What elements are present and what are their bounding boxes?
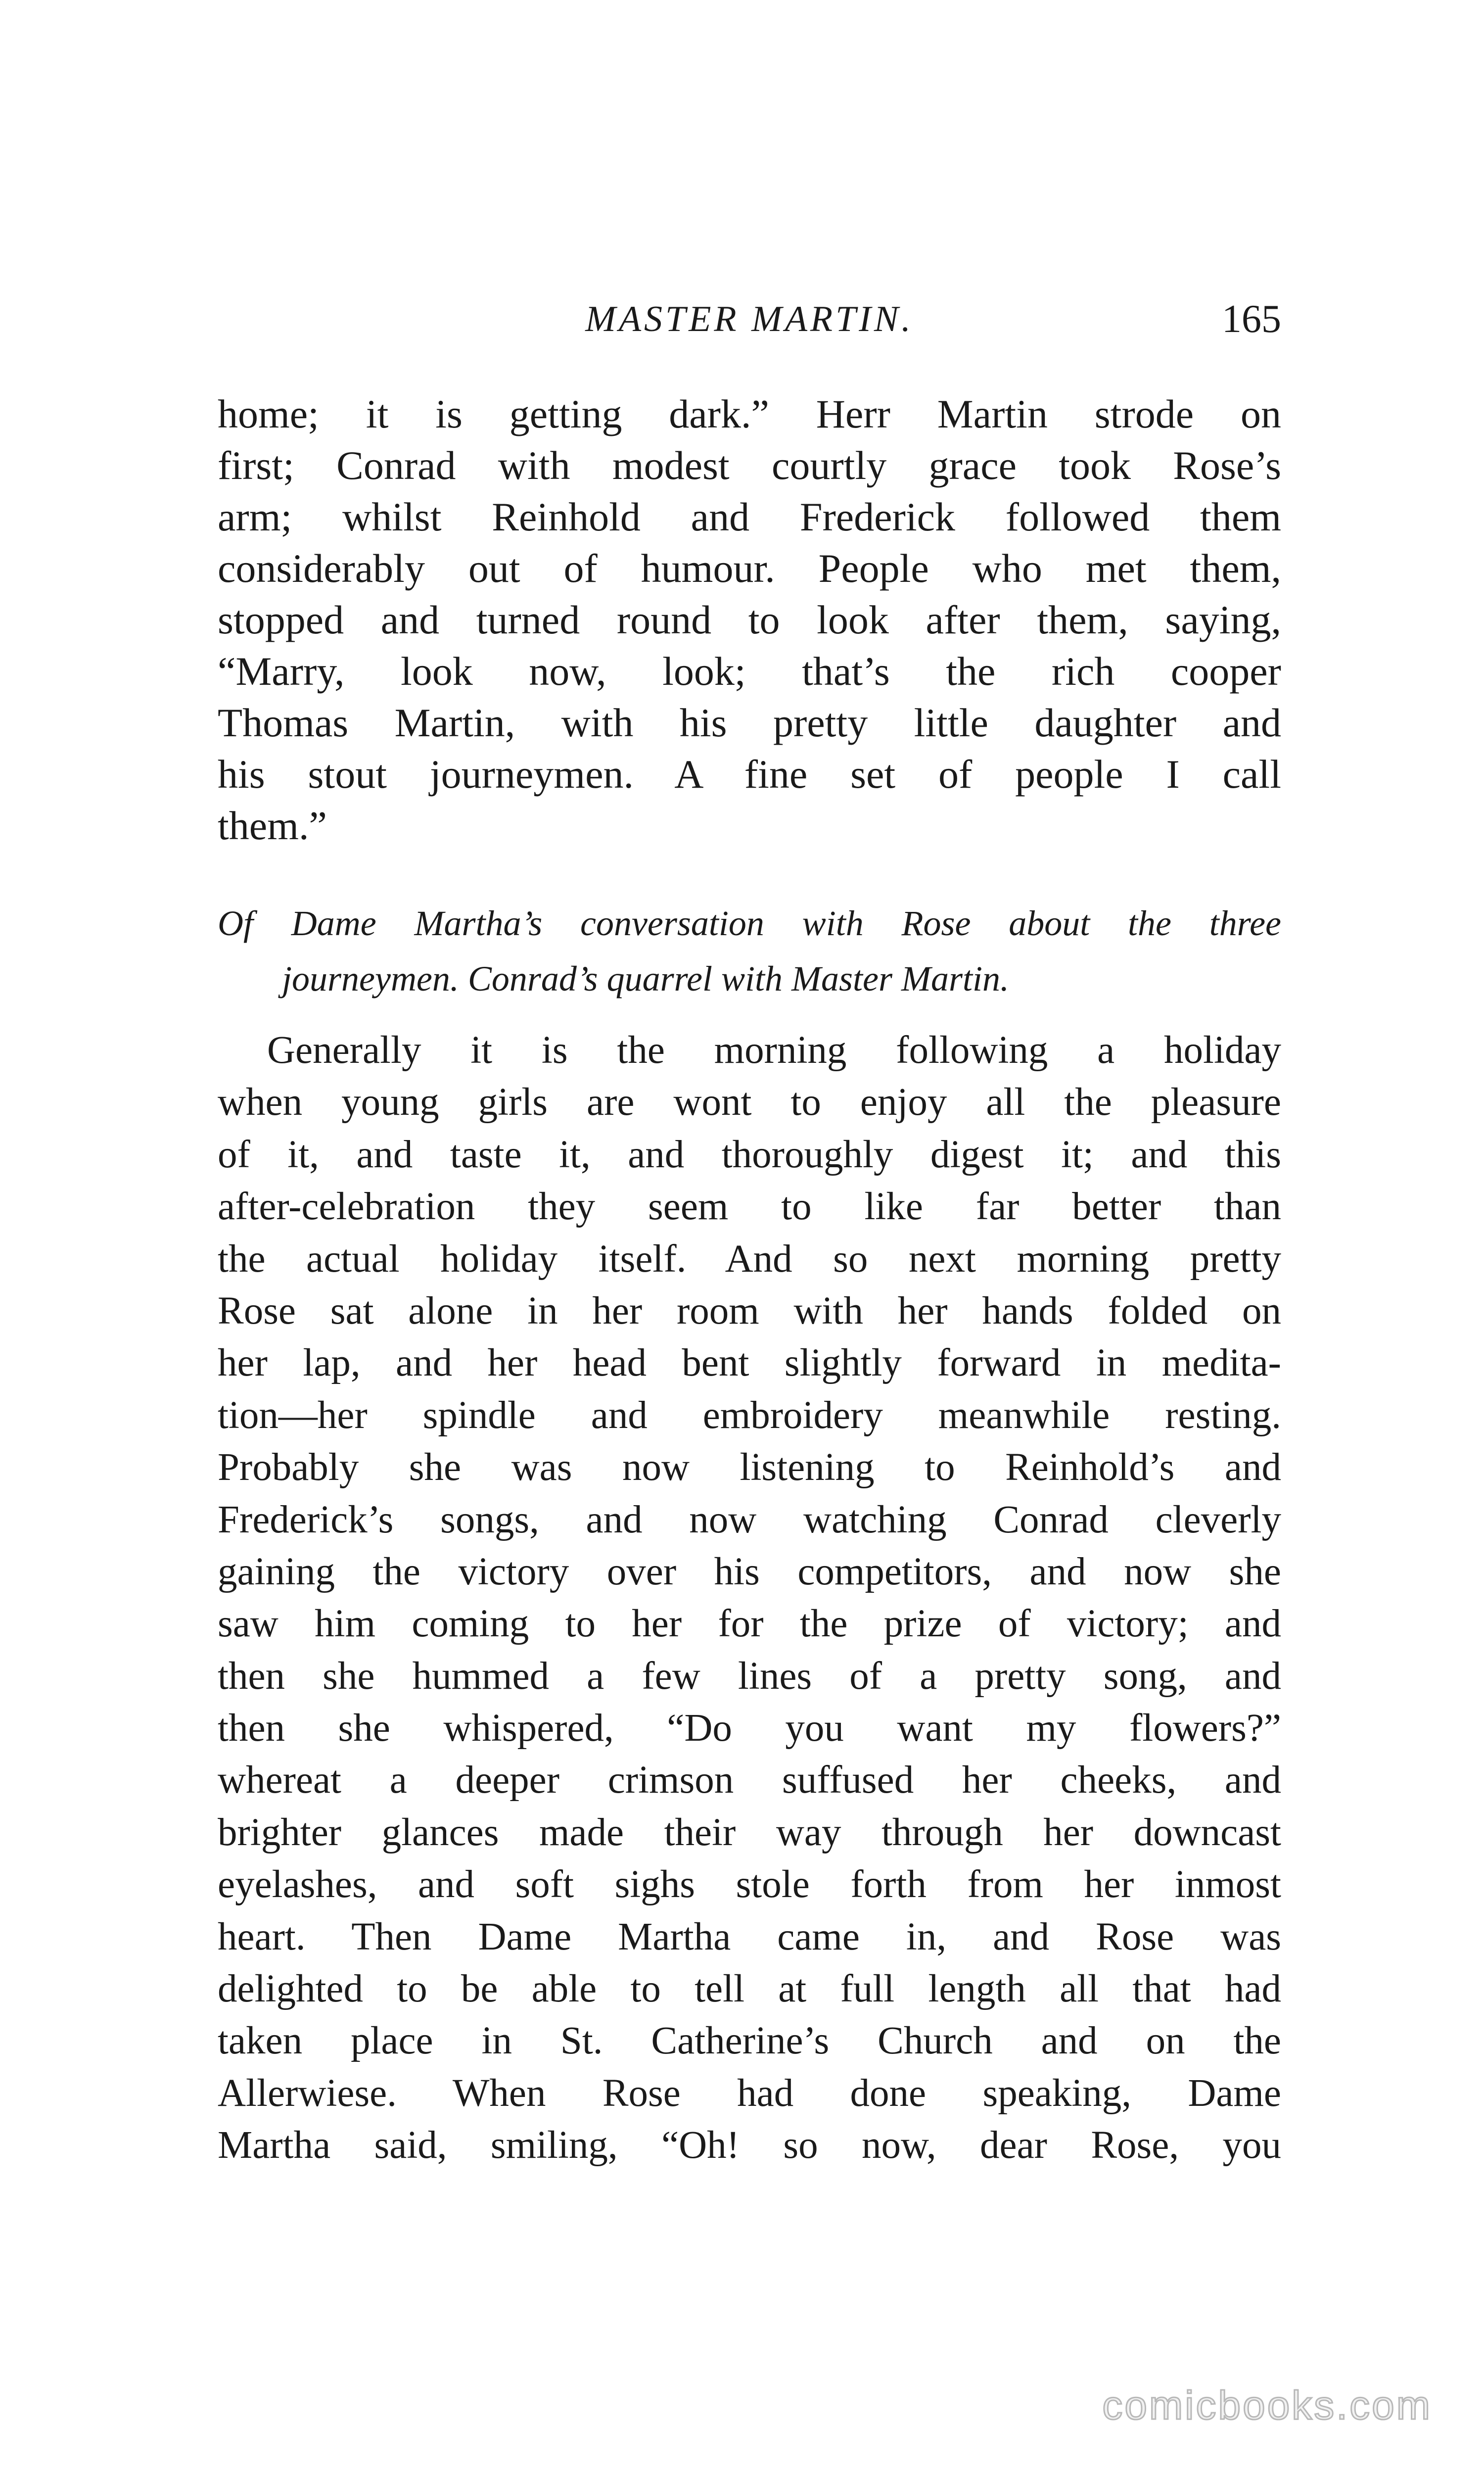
paragraph-continued [218, 388, 1281, 852]
text-line: considerably out of humour. People who met them, [218, 546, 1281, 591]
heading-line: Of Dame Martha’s conversation with Rose about the three [218, 904, 1281, 943]
text-line: Martha said, smiling, “Oh! so now, dear Rose, you [218, 2124, 1281, 2167]
text-line: then she hummed a few lines of a pretty song, and [218, 1654, 1281, 1698]
text-line: Thomas Martin, with his pretty little daughter and [218, 700, 1281, 745]
text-line: after-celebration they seem to like far better than [218, 1185, 1281, 1229]
chapter-heading [218, 896, 1281, 1006]
page-number: 165 [1222, 297, 1281, 341]
text-line: when young girls are wont to enjoy all the pleasure [218, 1081, 1281, 1124]
text-line: taken place in St. Catherine’s Church and on the [218, 2019, 1281, 2063]
text-line: gaining the victory over his competitors, and now she [218, 1550, 1281, 1593]
running-title: MASTER MARTIN. [585, 299, 914, 339]
text-line: “Marry, look now, look; that’s the rich cooper [218, 649, 1281, 694]
heading-line: journeymen. Conrad’s quarrel with Master Martin. [282, 959, 1009, 999]
text-line: heart. Then Dame Martha came in, and Rose was [218, 1915, 1281, 1958]
text-line: her lap, and her head bent slightly forward in medita- [218, 1341, 1281, 1385]
text-line: arm; whilst Reinhold and Frederick followed them [218, 494, 1281, 539]
text-line: his stout journeymen. A fine set of people I call [218, 752, 1281, 797]
text-line: delighted to be able to tell at full length all that had [218, 1967, 1281, 2011]
text-line: stopped and turned round to look after them, saying, [218, 597, 1281, 642]
text-line: tion—her spindle and embroidery meanwhile resting. [218, 1393, 1281, 1437]
text-line: Probably she was now listening to Reinhold’s and [218, 1446, 1281, 1489]
watermark: comicbooks.com [1102, 2383, 1432, 2428]
text-line: whereat a deeper crimson suffused her cheeks, and [218, 1759, 1281, 1802]
paragraph [218, 1024, 1281, 2172]
text-line: them.” [218, 803, 327, 848]
text-line: Allerwiese. When Rose had done speaking, Dame [218, 2071, 1281, 2115]
text-line: saw him coming to her for the prize of victory; and [218, 1602, 1281, 1646]
text-line: Generally it is the morning following a holiday [267, 1029, 1281, 1072]
running-head [218, 289, 1281, 349]
text-line: home; it is getting dark.” Herr Martin strode on [218, 391, 1281, 436]
text-line: Rose sat alone in her room with her hands folded on [218, 1289, 1281, 1332]
text-line: the actual holiday itself. And so next morning pretty [218, 1237, 1281, 1281]
text-line: then she whispered, “Do you want my flowers?” [218, 1707, 1281, 1750]
text-line: brighter glances made their way through her downcast [218, 1810, 1281, 1854]
text-line: eyelashes, and soft sighs stole forth from her inmost [218, 1863, 1281, 1906]
text-line: of it, and taste it, and thoroughly digest it; and this [218, 1133, 1281, 1176]
text-line: first; Conrad with modest courtly grace took Rose’s [218, 443, 1281, 488]
text-line: Frederick’s songs, and now watching Conrad cleverly [218, 1498, 1281, 1541]
